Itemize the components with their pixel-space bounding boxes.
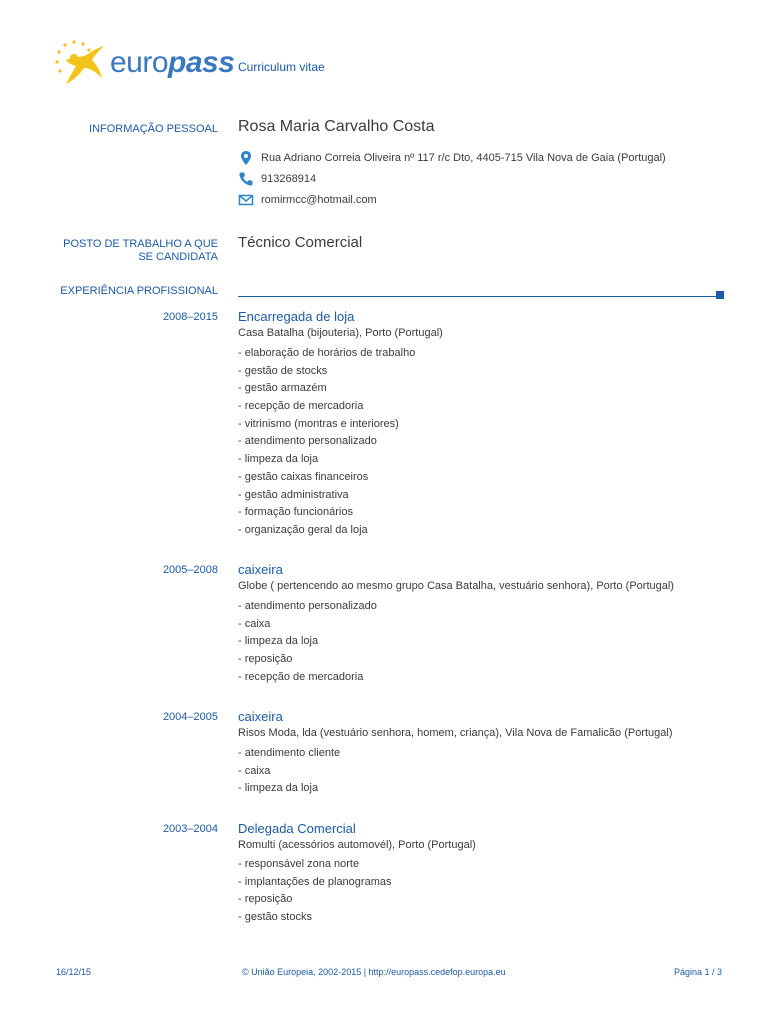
phone-text: 913268914 <box>261 173 317 185</box>
email-text[interactable]: romirmcc@hotmail.com <box>261 194 377 206</box>
job-task-list <box>238 856 391 927</box>
job-employer: Globe ( pertencendo ao mesmo grupo Casa Batalha, vestuário senhora), Porto (Portugal) <box>238 580 674 592</box>
list-item: - elaboração de horários de trabalho <box>238 347 416 359</box>
job-employer: Risos Moda, lda (vestuário senhora, homem, criança), Vila Nova de Famalicão (Portugal) <box>238 727 673 739</box>
job-role: caixeira <box>238 562 283 577</box>
list-item: - recepção de mercadoria <box>238 400 364 413</box>
list-item: - caixa <box>238 764 271 777</box>
document-title: Curriculum vitae <box>238 60 325 74</box>
section-label-personal: INFORMAÇÃO PESSOAL <box>89 123 218 135</box>
job-role: caixeira <box>238 709 283 724</box>
job-task-list <box>238 745 340 798</box>
section-label-position <box>63 238 218 264</box>
list-item: - gestão de stocks <box>238 364 328 377</box>
job-dates: 2003–2004 <box>162 823 218 835</box>
list-item: - limpeza da loja <box>238 453 319 466</box>
job-role: Encarregada de loja <box>238 309 355 324</box>
list-item: - gestão caixas financeiros <box>238 470 369 483</box>
section-label-position-line2: SE CANDIDATA <box>138 251 218 263</box>
phone-icon <box>238 171 254 187</box>
job-role: Delegada Comercial <box>238 821 356 836</box>
job-employer: Romulti (acessórios automovél), Porto (Portugal) <box>238 839 476 851</box>
europass-star-figure-icon <box>52 38 112 88</box>
list-item: - reposição <box>238 893 293 906</box>
job-task-list <box>238 345 415 540</box>
list-item: - reposição <box>238 653 293 666</box>
list-item: - responsável zona norte <box>238 858 360 870</box>
europass-wordmark: europass <box>110 46 235 79</box>
list-item: - gestão armazém <box>238 382 327 395</box>
footer-page-number: Página 1 / 3 <box>673 967 722 977</box>
list-item: - organização geral da loja <box>238 523 368 536</box>
contact-address <box>238 150 666 166</box>
candidate-name: Rosa Maria Carvalho Costa <box>238 118 435 135</box>
europass-logo <box>52 38 235 93</box>
contact-email <box>238 192 377 208</box>
job-dates: 2005–2008 <box>162 564 218 576</box>
list-item: - recepção de mercadoria <box>238 670 364 683</box>
list-item: - limpeza da loja <box>238 635 319 648</box>
contact-phone <box>238 171 316 187</box>
header <box>52 38 652 93</box>
list-item: - limpeza da loja <box>238 782 319 795</box>
list-item: - atendimento personalizado <box>238 435 377 448</box>
job-employer: Casa Batalha (bijouteria), Porto (Portugal) <box>238 327 443 339</box>
address-text: Rua Adriano Correia Oliveira nº 117 r/c Dto, 4405-715 Vila Nova de Gaia (Portugal) <box>261 152 666 164</box>
footer-date: 16/12/15 <box>56 967 92 977</box>
list-item: - gestão administrativa <box>238 488 349 501</box>
section-divider-line <box>238 296 716 297</box>
job-task-list <box>238 598 377 686</box>
list-item: - formação funcionários <box>238 506 353 519</box>
job-dates: 2004–2005 <box>162 711 218 723</box>
footer-copyright[interactable]: © União Europeia, 2002-2015 | http://europass.cedefop.europa.eu <box>242 967 506 977</box>
section-label-position-line1: POSTO DE TRABALHO A QUE <box>63 238 218 250</box>
list-item: - caixa <box>238 617 271 630</box>
job-dates: 2008–2015 <box>162 311 218 323</box>
list-item: - atendimento cliente <box>238 747 341 759</box>
list-item: - implantações de planogramas <box>238 875 392 888</box>
desired-position: Técnico Comercial <box>238 234 363 251</box>
section-label-experience: EXPERIÊNCIA PROFISSIONAL <box>60 285 218 297</box>
list-item: - vitrinismo (montras e interiores) <box>238 417 399 430</box>
list-item: - gestão stocks <box>238 911 312 924</box>
email-icon <box>238 192 254 208</box>
section-divider-square <box>716 291 724 299</box>
list-item: - atendimento personalizado <box>238 600 377 612</box>
location-pin-icon <box>238 150 254 166</box>
